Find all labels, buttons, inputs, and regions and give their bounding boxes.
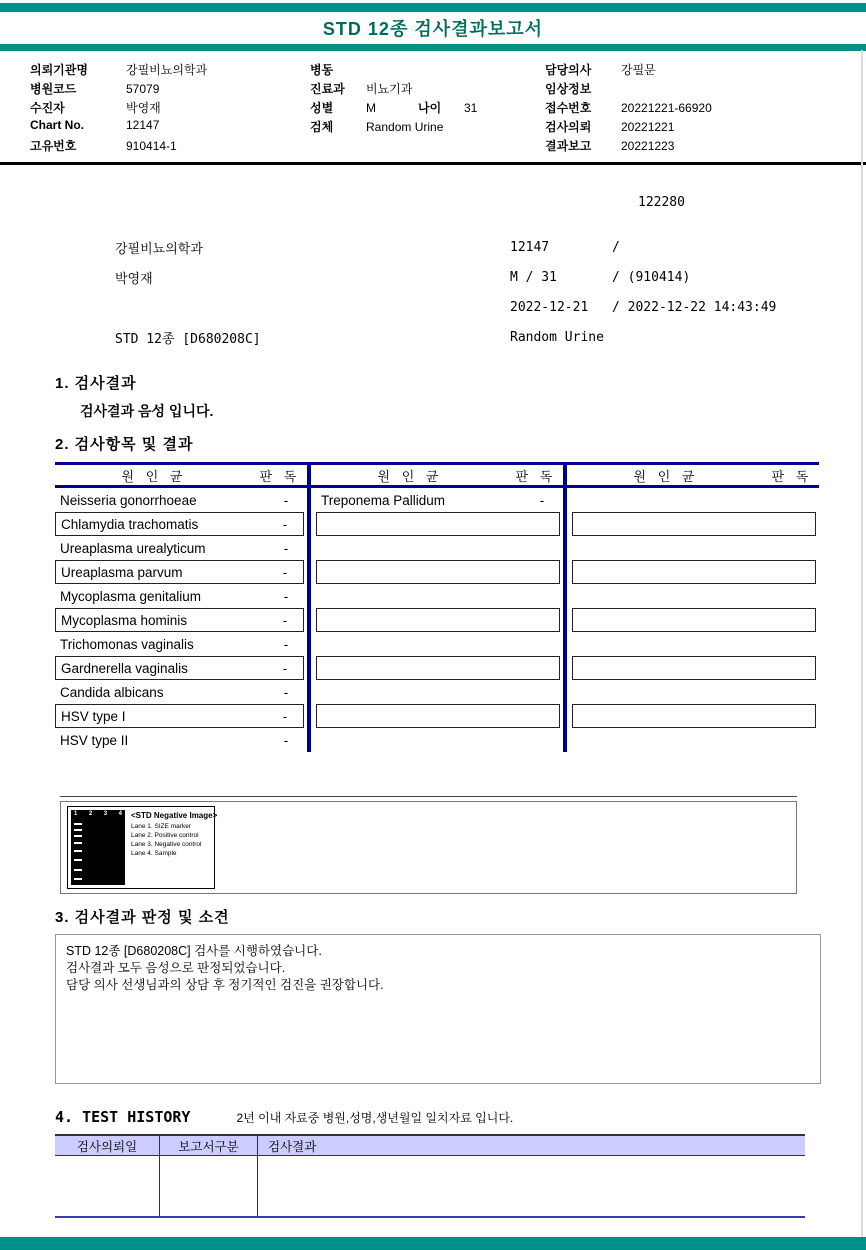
- gel-legend-line: Lane 2. Positive control: [131, 832, 199, 839]
- pathogen-row: [572, 632, 816, 656]
- gel-panel: [67, 806, 218, 889]
- gel-band: [74, 842, 82, 844]
- pathogen-name: Treponema Pallidum: [321, 492, 446, 508]
- info-label: 담당의사: [545, 63, 592, 77]
- opinion-line: 검사결과 모두 음성으로 판정되었습니다.: [66, 961, 286, 975]
- test-history-heading-row: [55, 1108, 805, 1126]
- group-header: [55, 462, 307, 488]
- info-label: 접수번호: [545, 101, 592, 115]
- info-value: 910414-1: [126, 139, 177, 153]
- group-rows: [567, 488, 819, 752]
- info-value: 20221223: [621, 139, 675, 153]
- info-label: 검체: [310, 120, 334, 134]
- summary-row: [115, 262, 866, 292]
- info-row: [545, 61, 866, 80]
- report-footer-band: [0, 1237, 866, 1250]
- info-label: 고유번호: [30, 139, 77, 153]
- info-value: Random Urine: [366, 120, 444, 134]
- pathogen-name: Neisseria gonorrhoeae: [60, 492, 197, 508]
- info-row: [545, 99, 866, 118]
- patient-info-middle: [310, 61, 545, 156]
- pathogen-name: Mycoplasma genitalium: [60, 588, 202, 604]
- section3-heading: 3. 검사결과 판정 및 소견: [55, 909, 230, 926]
- summary-sex-age: M / 31: [510, 269, 557, 285]
- section-result: [55, 372, 866, 421]
- pathogen-group-1: [55, 462, 307, 752]
- summary-row: [115, 322, 866, 352]
- summary-specimen: Random Urine: [510, 329, 604, 345]
- info-row: [545, 137, 866, 156]
- history-col-report-type: 보고서구분: [160, 1136, 258, 1155]
- summary-row: [115, 292, 866, 322]
- pathogen-result: -: [282, 564, 288, 580]
- pathogen-row: [55, 728, 304, 752]
- pathogen-row: [316, 488, 560, 512]
- patient-info: [0, 51, 866, 162]
- header-pathogen: 원 인 균: [121, 468, 187, 484]
- pathogen-row: [55, 536, 304, 560]
- info-label: 수진자: [30, 101, 65, 115]
- section-test-history: [55, 1108, 805, 1218]
- patient-info-left: [30, 61, 310, 156]
- info-label: 병동: [310, 63, 334, 77]
- section-opinion: [55, 906, 821, 1084]
- test-history-table: [55, 1134, 805, 1218]
- history-col-result: 검사결과: [268, 1139, 317, 1154]
- info-label: 의뢰기관명: [30, 63, 88, 77]
- pathogen-row: [55, 488, 304, 512]
- pathogen-row: [316, 560, 560, 584]
- scan-edge-artifact: [861, 50, 863, 1250]
- header-pathogen: 원 인 균: [633, 468, 699, 484]
- group-rows: [55, 488, 307, 752]
- pathogen-row: [572, 656, 816, 680]
- pathogen-result: -: [282, 612, 288, 628]
- info-label: 병원코드: [30, 82, 77, 96]
- header-result: 판 독: [259, 468, 301, 484]
- pathogen-row: [55, 632, 304, 656]
- gel-band: [74, 835, 82, 837]
- pathogen-result: -: [283, 684, 289, 700]
- pathogen-row: [316, 656, 560, 680]
- lane-number: 2: [88, 811, 93, 817]
- info-value: 57079: [126, 82, 160, 96]
- info-row: [310, 118, 545, 137]
- group-rows: [311, 488, 563, 752]
- summary-patient-name: 박영재: [115, 271, 153, 287]
- test-history-header: [55, 1134, 805, 1156]
- info-row: [30, 61, 310, 80]
- report-title-strip: [0, 12, 866, 44]
- info-row: [30, 99, 310, 118]
- info-label: 성별: [310, 101, 334, 115]
- history-body-col3: [258, 1156, 805, 1216]
- section1-heading: 1. 검사결과: [55, 375, 137, 392]
- summary-report-datetime: / 2022-12-22 14:43:49: [612, 299, 777, 315]
- report-title: STD 12종 검사결과보고서: [322, 19, 544, 39]
- info-row: [310, 61, 545, 80]
- info-label: 결과보고: [545, 139, 592, 153]
- pathogen-result: -: [283, 540, 289, 556]
- document-ref-number: 122280: [638, 195, 685, 210]
- header-divider-rule: [0, 162, 866, 165]
- pathogen-row: [316, 680, 560, 704]
- pathogen-result-table: [55, 462, 821, 752]
- patient-info-right: [545, 61, 866, 156]
- info-label: Chart No.: [30, 118, 84, 132]
- info-row: [30, 137, 310, 156]
- section-items: [55, 433, 866, 752]
- summary-test-name: STD 12종 [D680208C]: [115, 331, 261, 347]
- gel-band: [74, 869, 82, 871]
- summary-clinic: 강필비뇨의학과: [115, 241, 203, 257]
- pathogen-result: -: [283, 636, 289, 652]
- gel-outer-box: [60, 801, 797, 894]
- info-row: [310, 99, 545, 118]
- history-body-col1: [55, 1156, 160, 1216]
- pathogen-row: [55, 584, 304, 608]
- section4-heading: 4. TEST HISTORY: [55, 1108, 191, 1126]
- pathogen-name: Ureaplasma parvum: [61, 564, 183, 580]
- pathogen-name: HSV type II: [60, 732, 129, 748]
- lane-number: 1: [74, 811, 78, 817]
- gel-band: [74, 850, 82, 852]
- lane-number: 3: [103, 811, 108, 817]
- gel-legend-title: <STD Negative Image>: [131, 811, 218, 820]
- summary-birth: / (910414): [612, 269, 691, 285]
- pathogen-name: Trichomonas vaginalis: [60, 636, 194, 652]
- pathogen-result: -: [282, 660, 288, 676]
- gel-electrophoresis-image: [71, 810, 125, 885]
- report-header-band: [0, 3, 866, 51]
- pathogen-name: HSV type I: [61, 708, 126, 724]
- gel-band: [74, 823, 82, 825]
- test-history-body: [55, 1156, 805, 1216]
- group-header: [567, 462, 819, 488]
- group-header: [311, 462, 563, 488]
- info-value-age: 31: [464, 101, 478, 115]
- pathogen-row: [55, 704, 304, 728]
- gel-band: [74, 859, 82, 861]
- info-row: [545, 118, 866, 137]
- info-label: 임상정보: [545, 82, 592, 96]
- pathogen-name: Ureaplasma urealyticum: [60, 540, 206, 556]
- pathogen-row: [316, 584, 560, 608]
- pathogen-result: -: [283, 588, 289, 604]
- pathogen-row: [55, 512, 304, 536]
- history-col-request-date: 검사의뢰일: [55, 1136, 160, 1155]
- pathogen-row: [572, 560, 816, 584]
- document-summary: [115, 232, 866, 352]
- pathogen-row: [316, 512, 560, 536]
- gel-band: [74, 878, 82, 880]
- section2-heading: 2. 검사항목 및 결과: [55, 436, 194, 453]
- pathogen-name: Chlamydia trachomatis: [61, 516, 199, 532]
- pathogen-name: Gardnerella vaginalis: [61, 660, 188, 676]
- pathogen-row: [572, 704, 816, 728]
- info-value: 20221221-66920: [621, 101, 712, 115]
- pathogen-row: [572, 728, 816, 752]
- gel-section: [60, 796, 797, 894]
- history-body-col2: [160, 1156, 258, 1216]
- info-value: 비뇨기과: [366, 82, 413, 96]
- pathogen-row: [55, 608, 304, 632]
- info-value-gender: M: [366, 101, 376, 115]
- pathogen-row: [316, 536, 560, 560]
- pathogen-row: [55, 680, 304, 704]
- lane-number: 4: [118, 811, 122, 817]
- info-value: 12147: [126, 118, 160, 132]
- summary-chart-no: 12147: [510, 239, 550, 255]
- info-row: [30, 118, 310, 137]
- pathogen-row: [316, 728, 560, 752]
- pathogen-result: -: [283, 492, 289, 508]
- gel-legend: [128, 807, 220, 888]
- gel-top-rule: [60, 796, 797, 797]
- pathogen-row: [316, 608, 560, 632]
- info-value: 20221221: [621, 120, 675, 134]
- gel-band: [74, 829, 82, 831]
- opinion-comment-box: [55, 934, 821, 1084]
- pathogen-row: [572, 608, 816, 632]
- section1-body: 검사결과 음성 입니다.: [80, 403, 214, 419]
- pathogen-row: [55, 560, 304, 584]
- pathogen-row: [55, 656, 304, 680]
- info-value: 강필비뇨의학과: [126, 63, 208, 77]
- opinion-line: 담당 의사 선생님과의 상담 후 정기적인 검진을 권장합니다.: [66, 978, 384, 992]
- pathogen-result: -: [539, 492, 545, 508]
- header-result: 판 독: [771, 468, 813, 484]
- header-pathogen: 원 인 균: [377, 468, 443, 484]
- info-value: 강필문: [621, 63, 656, 77]
- info-row: [545, 80, 866, 99]
- pathogen-row: [572, 488, 816, 512]
- pathogen-group-2: [307, 462, 563, 752]
- pathogen-result: -: [282, 708, 288, 724]
- info-row: [310, 80, 545, 99]
- pathogen-row: [572, 584, 816, 608]
- opinion-line: STD 12종 [D680208C] 검사를 시행하였습니다.: [66, 944, 322, 958]
- pathogen-row: [572, 512, 816, 536]
- info-label-age: 나이: [418, 101, 442, 115]
- info-label: 진료과: [310, 82, 345, 96]
- info-value: 박영재: [126, 101, 161, 115]
- summary-row: [115, 232, 866, 262]
- pathogen-result: -: [282, 516, 288, 532]
- pathogen-row: [572, 536, 816, 560]
- gel-legend-line: Lane 3. Negative control: [131, 841, 202, 848]
- gel-lane-numbers: [74, 811, 122, 817]
- summary-slash: /: [612, 239, 620, 255]
- pathogen-name: Mycoplasma hominis: [61, 612, 188, 628]
- pathogen-row: [572, 680, 816, 704]
- test-history-note: 2년 이내 자료중 병원,성명,생년월일 일치자료 입니다.: [236, 1111, 514, 1125]
- summary-request-date: 2022-12-21: [510, 299, 589, 315]
- pathogen-name: Candida albicans: [60, 684, 164, 700]
- pathogen-result: -: [283, 732, 289, 748]
- pathogen-row: [316, 632, 560, 656]
- gel-legend-line: Lane 4. Sample: [131, 850, 177, 857]
- pathogen-row: [316, 704, 560, 728]
- gel-legend-line: Lane 1. SIZE marker: [131, 823, 191, 830]
- pathogen-group-3: [563, 462, 819, 752]
- header-result: 판 독: [515, 468, 557, 484]
- info-label: 검사의뢰: [545, 120, 592, 134]
- info-row: [30, 80, 310, 99]
